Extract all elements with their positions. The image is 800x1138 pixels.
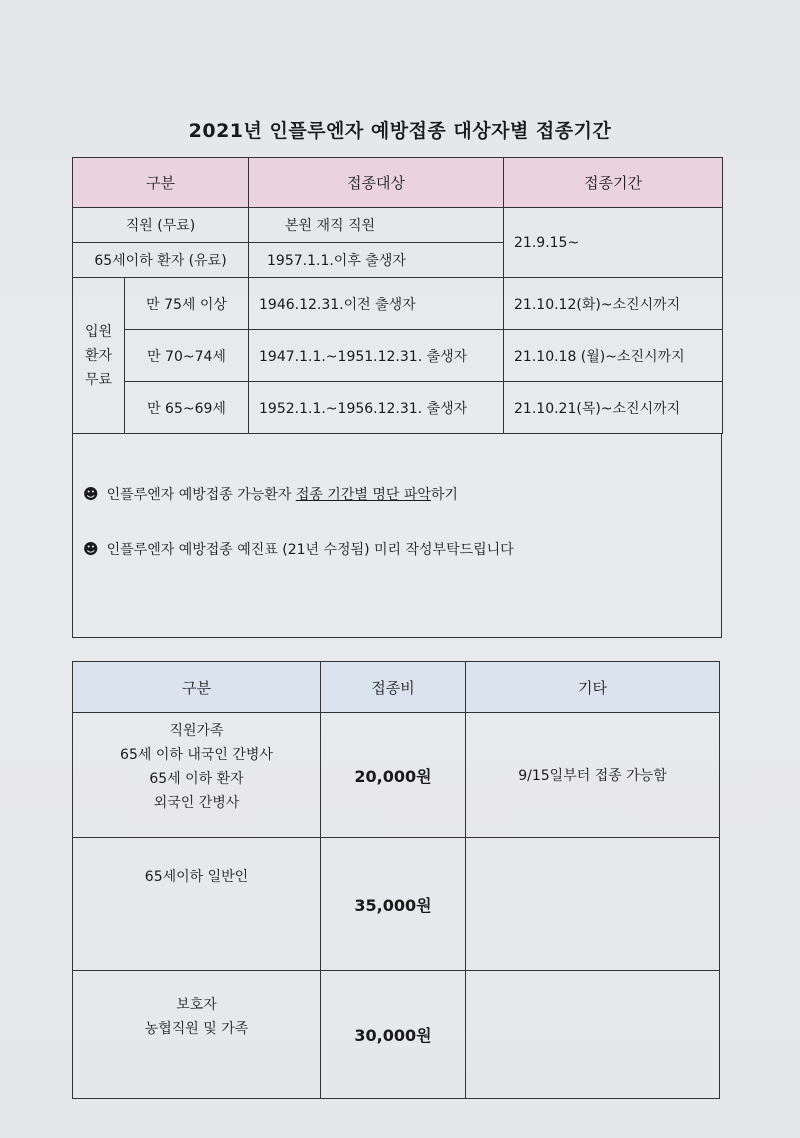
fee-note: [466, 838, 720, 971]
note-2: [83, 539, 514, 559]
age70-target: 1947.1.1.~1951.12.31. 출생자: [249, 330, 504, 382]
note-2-text: 인플루엔자 예방접종 예진표 (21년 수정됨) 미리 작성부탁드립니다: [106, 542, 514, 558]
inpatient-label: [73, 278, 125, 434]
inpatient-line: 무료: [84, 371, 113, 388]
fee-row-groups: [73, 838, 321, 971]
age70-label: 만 70~74세: [125, 330, 249, 382]
group-line: 65세 이하 내국인 간병사: [120, 747, 273, 763]
header-period: 접종기간: [504, 158, 723, 208]
group-line: 보호자: [176, 997, 217, 1013]
vaccination-period-table: [72, 157, 723, 434]
inpatient-line: 입원: [84, 323, 113, 340]
note-1-suffix: 하기: [430, 487, 458, 503]
age65-label: 만 65~69세: [125, 382, 249, 434]
vaccination-fee-table: [72, 661, 720, 1099]
note-1-prefix: 인플루엔자 예방접종 가능환자: [106, 487, 296, 503]
fee-value: 35,000원: [321, 838, 466, 971]
shared-period: 21.9.15~: [504, 208, 723, 278]
fee-value: 20,000원: [321, 713, 466, 838]
notes-box: [72, 434, 722, 638]
inpatient-line: 환자: [84, 347, 113, 364]
group-line: 65세이하 일반인: [144, 869, 249, 885]
fee-header-fee: 접종비: [321, 662, 466, 713]
note-1: [83, 484, 458, 504]
note-1-underlined: 접종 기간별 명단 파악: [295, 487, 431, 503]
fee-note: 9/15일부터 접종 가능함: [466, 713, 720, 838]
group-line: 65세 이하 환자: [149, 771, 244, 787]
staff-label: 직원 (무료): [73, 208, 249, 243]
under65-target: 1957.1.1.이후 출생자: [249, 243, 504, 278]
under65-label: 65세이하 환자 (유료): [73, 243, 249, 278]
staff-target: 본원 재직 직원: [249, 208, 504, 243]
header-target: 접종대상: [249, 158, 504, 208]
group-line: 직원가족: [169, 723, 224, 739]
fee-row-groups: [73, 971, 321, 1099]
fee-value: 30,000원: [321, 971, 466, 1099]
group-line: 농협직원 및 가족: [144, 1021, 249, 1037]
age70-period: 21.10.18 (월)~소진시까지: [504, 330, 723, 382]
age75-target: 1946.12.31.이전 출생자: [249, 278, 504, 330]
fee-header-category: 구분: [73, 662, 321, 713]
page-title: 2021년 인플루엔자 예방접종 대상자별 접종기간: [188, 120, 612, 142]
fee-header-etc: 기타: [466, 662, 720, 713]
age65-period: 21.10.21(목)~소진시까지: [504, 382, 723, 434]
smiley-icon: ☻: [83, 485, 99, 503]
header-category: 구분: [73, 158, 249, 208]
fee-note: [466, 971, 720, 1099]
age65-target: 1952.1.1.~1956.12.31. 출생자: [249, 382, 504, 434]
age75-period: 21.10.12(화)~소진시까지: [504, 278, 723, 330]
fee-row-groups: [73, 713, 321, 838]
group-line: 외국인 간병사: [153, 795, 240, 811]
smiley-icon: ☻: [83, 540, 99, 558]
age75-label: 만 75세 이상: [125, 278, 249, 330]
